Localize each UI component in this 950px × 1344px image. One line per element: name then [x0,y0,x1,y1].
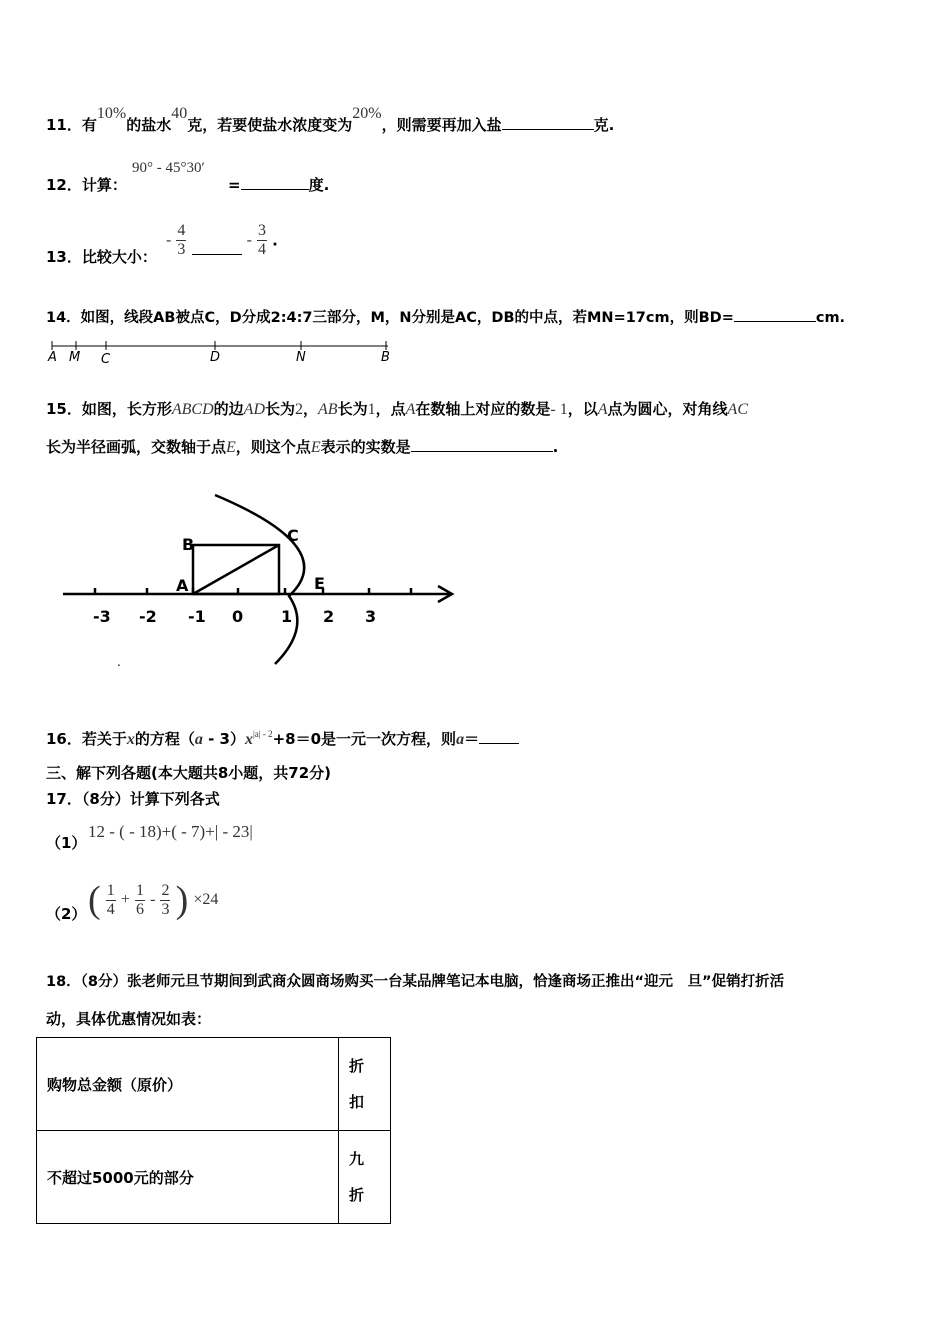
fraction-1-4: $\frac{1}{4}$ [106,881,115,918]
table-row [37,1131,391,1224]
q17-part-2-label: （2） [46,905,87,923]
question-11: 11．有10%的盐水40克，若要使盐水浓度变为20%，则需要再加入盐 克. [46,105,615,134]
q17-part-1-label: （1） [46,834,87,852]
tick-label-1: 1 [281,607,293,626]
tick-label-0: 0 [232,607,244,626]
math-20-percent: 20% [352,105,382,122]
question-14: 14．如图，线段AB被点C，D分成2:4:7三部分，M，N分别是AC，DB的中点，若MN=17cm，则BD= cm. [46,306,845,327]
tick-label-2: 2 [323,607,335,626]
tick-label-3: 3 [365,607,377,626]
answer-blank-12[interactable] [241,175,309,190]
label-c: C [101,352,111,366]
q17-expression-2: ( $\frac{1}{4}$ + $\frac{1}{6}$ - $\frac{2}{3}$ ) ×24 [88,879,219,921]
question-13: 13．比较大小： [46,248,157,266]
math-angle-expression: 90° - 45°30′ [132,160,205,176]
answer-blank-15[interactable] [411,437,553,452]
table-cell: 折 扣 [339,1038,391,1131]
table-cell: 不超过5000元的部分 [37,1131,339,1224]
question-17-title: 17．（8分）计算下列各式 [46,790,220,808]
stray-dot: . [117,655,121,669]
label-b: B [381,350,390,365]
segment-diagram [44,336,404,366]
question-18-line-2: 动，具体优惠情况如表： [46,1010,212,1028]
question-15-line-2: 长为半径画弧，交数轴于点E，则这个点E表示的实数是 . [46,438,559,456]
point-a-label: A [176,576,189,595]
question-15-line-1: 15．如图，长方形ABCD的边AD长为2，AB长为1，点A在数轴上对应的数是- 1，以A点为圆心，对角线AC [46,400,748,418]
section-3-heading: 三、解下列各题(本大题共8小题，共72分) [46,764,332,782]
fraction-3-4: $\frac{3}{4}$ [258,222,267,258]
tick-label-neg2: -2 [139,607,157,626]
fraction-2-3: $\frac{2}{3}$ [161,881,170,918]
point-e-label: E [314,574,325,593]
table-cell: 九 折 [339,1131,391,1224]
label-m: M [69,350,81,365]
label-d: D [210,350,221,365]
tick-label-neg1: -1 [188,607,206,626]
table-row [37,1038,391,1131]
answer-blank-11[interactable] [502,115,594,130]
question-12: 12．计算： [46,176,127,194]
question-12-answer: = 度. [228,176,330,194]
question-13-math: - $\frac{4}{3}$ - $\frac{3}{4}$ . [166,222,278,258]
label-n: N [296,350,306,365]
discount-table [36,1037,391,1224]
math-10-percent: 10% [96,105,127,122]
point-b-label: B [182,535,195,554]
point-c-label: C [287,526,299,545]
answer-blank-13[interactable] [192,240,242,255]
label-a: A [48,350,57,365]
answer-blank-16[interactable] [479,729,519,744]
answer-blank-14[interactable] [734,307,816,322]
q17-expression-1: 12 - ( - 18)+( - 7)+| - 23| [88,822,253,841]
fraction-4-3: $\frac{4}{3}$ [177,222,186,258]
table-cell: 购物总金额（原价） [37,1038,339,1131]
question-16: 16．若关于x的方程$(a - 3)x^{|a| - 2}+8=0$是一元一次方程，则a＝ [46,728,519,749]
math-40: 40 [171,105,188,122]
fraction-1-6: $\frac{1}{6}$ [135,881,144,918]
question-18-line-1: 18．（8分）张老师元旦节期间到武商众圆商场购买一台某品牌笔记本电脑，恰逢商场正推出“迎元 旦”促销打折活 [46,974,785,990]
tick-label-neg3: -3 [93,607,111,626]
number-line-figure [55,488,465,678]
